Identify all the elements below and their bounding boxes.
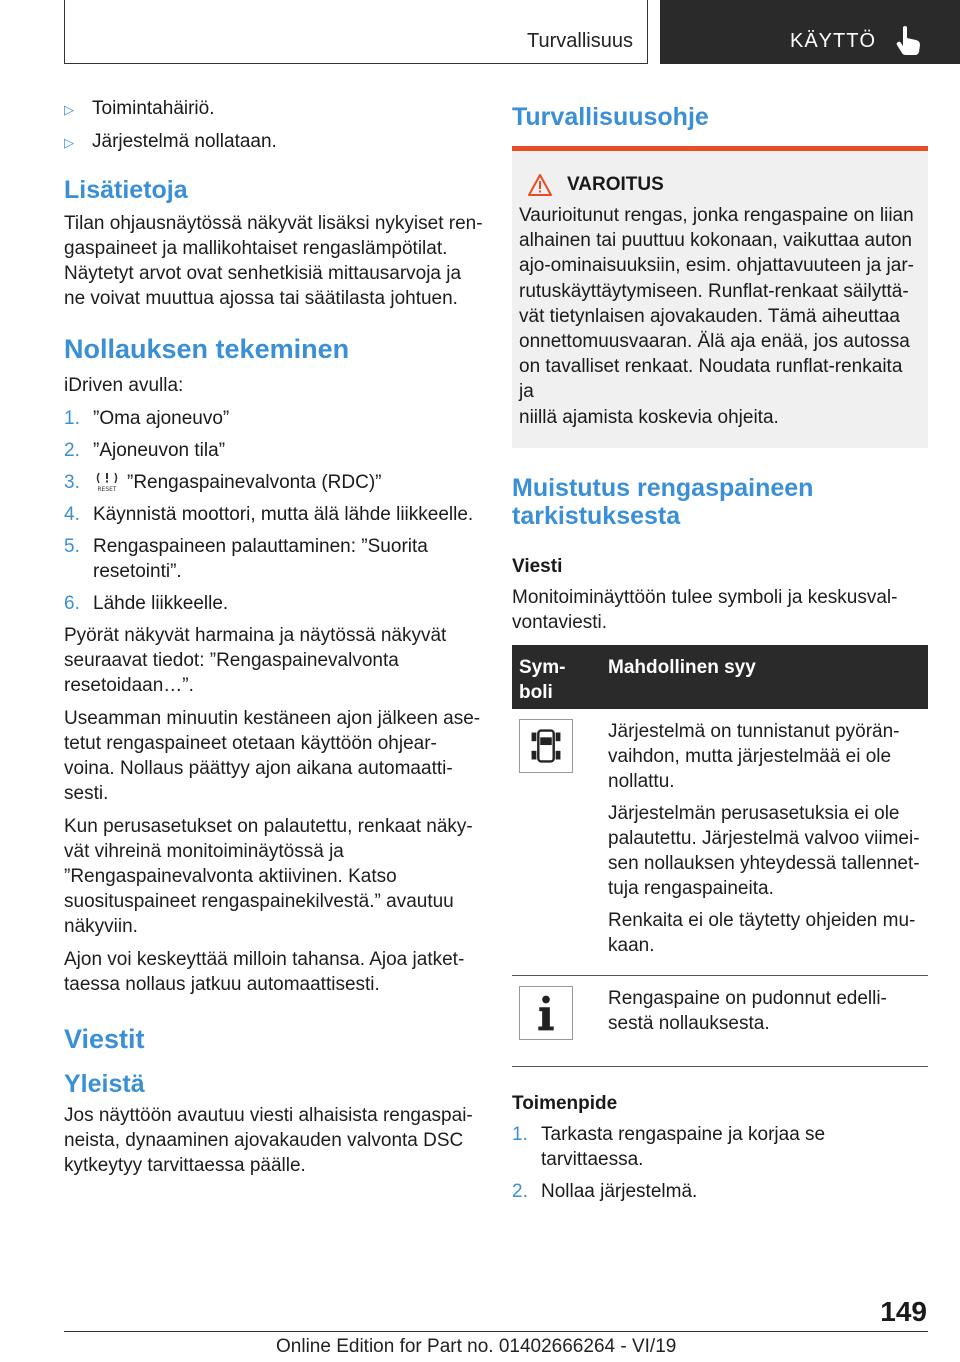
warning-triangle-icon <box>527 173 553 197</box>
label-toimenpide: Toimenpide <box>512 1092 618 1114</box>
header-chapter-label: KÄYTTÖ <box>790 30 877 52</box>
header-chapter-tab[interactable] <box>660 0 960 64</box>
page-number: 149 <box>880 1296 927 1327</box>
paragraph: Jos näyttöön avautuu viesti alhaisista rengaspai‐ neista, dynaaminen ajovakauden valvonta DSC kytkeytyy tarvittaessa päälle. <box>64 1105 473 1176</box>
symbol-table <box>512 645 928 1067</box>
footer-rule <box>64 1331 928 1332</box>
left-column <box>64 96 484 1186</box>
info-icon <box>519 986 573 1040</box>
warning-text: Vaurioitunut rengas, jonka rengaspaine on liian alhainen tai puuttuu kokonaan, vaikuttaa auton ajo-ominaisuuksiin, esim. ohjattavuuteen ja jar‐ rutuskäyttäytymiseen. Runflat-renkaat säilyttä‐ vät tietynlaisen ajovakauden. Tämä aiheuttaa onnettomuusvaaran. Älä aja enää, jos autossa on tavalliset renkaat. Noudata runflat-renkaita ja niillä ajamista koskevia ohjeita. <box>519 205 914 428</box>
table-row: Järjestelmä on tunnistanut pyörän‐ vaihdon, mutta järjestelmää ei ole nollattu. Järjestelmän perusasetuksia ei ole palautettu. Järjestelmä valvoo viimei‐ sen nollauksen yhteydessä tallennet‐ tuja rengaspaineita. Renkaita ei ole täytetty ohjeiden mu‐ kaan. <box>512 709 928 976</box>
paragraph: Ajon voi keskeyttää milloin tahansa. Ajoa jatket‐ taessa nollaus jatkuu automaattisesti. <box>64 949 465 995</box>
list-item: 1. Tarkasta rengaspaine ja korjaa se tarvittaessa. <box>512 1123 826 1170</box>
list-item: 3. RESET ”Rengaspainevalvonta (RDC)” <box>64 472 382 493</box>
paragraph-lisatietoja: Tilan ohjausnäytössä näkyvät lisäksi nykyiset ren‐ gaspaineet ja mallikohtaiset rengaslämpötilat. Näytetyt arvot ovat senhetkisiä mittausarvoja ja ne voivat muuttua ajossa tai säätilasta johtuen. <box>64 213 483 309</box>
paragraph: Kun perusasetukset on palautettu, renkaat näky‐ vät vihreinä monitoiminäytössä ja ”Rengaspainevalvonta aktiivinen. Katso suosituspaineet rengaspainekilvestä.” avautuu näkyviin. <box>64 816 473 937</box>
heading-nollaus: Nollauksen tekeminen <box>64 334 350 364</box>
svg-text:RESET: RESET <box>97 486 117 492</box>
heading-viestit: Viestit <box>64 1024 145 1054</box>
list-item: 6. Lähde liikkeelle. <box>64 593 229 614</box>
header-section-title: Turvallisuus <box>527 30 633 52</box>
heading-turvallisuusohje: Turvallisuusohje <box>512 103 709 131</box>
paragraph: Monitoiminäyttöön tulee symboli ja keskusval‐ vontaviesti. <box>512 586 898 633</box>
table-row: Rengaspaine on pudonnut edelli‐ sestä nollauksesta. <box>512 976 928 1067</box>
list-item: 2. ”Ajoneuvon tila” <box>64 440 226 461</box>
list-item: 2. Nollaa järjestelmä. <box>512 1180 698 1202</box>
car-tire-icon <box>519 719 573 773</box>
paragraph-intro: iDriven avulla: <box>64 375 184 396</box>
paragraph: Pyörät näkyvät harmaina ja näytössä näkyvät seuraavat tiedot: ”Rengaspainevalvonta resetoidaan…”. <box>64 625 447 696</box>
header-section-box <box>64 0 648 64</box>
footer-edition: Online Edition for Part no. 01402666264 - VI/19 <box>276 1336 677 1357</box>
triangle-bullet-icon: ▷ <box>64 102 74 117</box>
heading-lisatietoja: Lisätietoja <box>64 176 188 204</box>
right-column <box>512 96 928 1211</box>
label-viesti: Viesti <box>512 555 563 577</box>
paragraph: Useamman minuutin kestäneen ajon jälkeen ase‐ tetut rengaspaineet otetaan käyttöön ohjear‐ voina. Nollaus päättyy ajon aikana automaatti‐ sesti. <box>64 708 481 804</box>
list-item: ▷ Järjestelmä nollataan. <box>64 129 484 155</box>
heading-yleista: Yleistä <box>64 1070 145 1098</box>
tire-reset-icon <box>93 470 121 492</box>
list-item: 4. Käynnistä moottori, mutta älä lähde liikkeelle. <box>64 504 474 525</box>
list-item: 1. ”Oma ajoneuvo” <box>64 408 230 429</box>
table-header: Sym‐ boli Mahdollinen syy <box>512 645 928 709</box>
warning-box <box>512 151 928 448</box>
heading-muistutus: Muistutus rengaspaineen tarkistuksesta <box>512 473 814 530</box>
pointing-hand-icon <box>894 24 924 56</box>
list-item: ▷ Toimintahäiriö. <box>64 96 484 122</box>
triangle-bullet-icon: ▷ <box>64 135 74 150</box>
list-item: 5. Rengaspaineen palauttaminen: ”Suorita resetointi”. <box>64 536 428 582</box>
warning-title: VAROITUS <box>519 173 920 197</box>
